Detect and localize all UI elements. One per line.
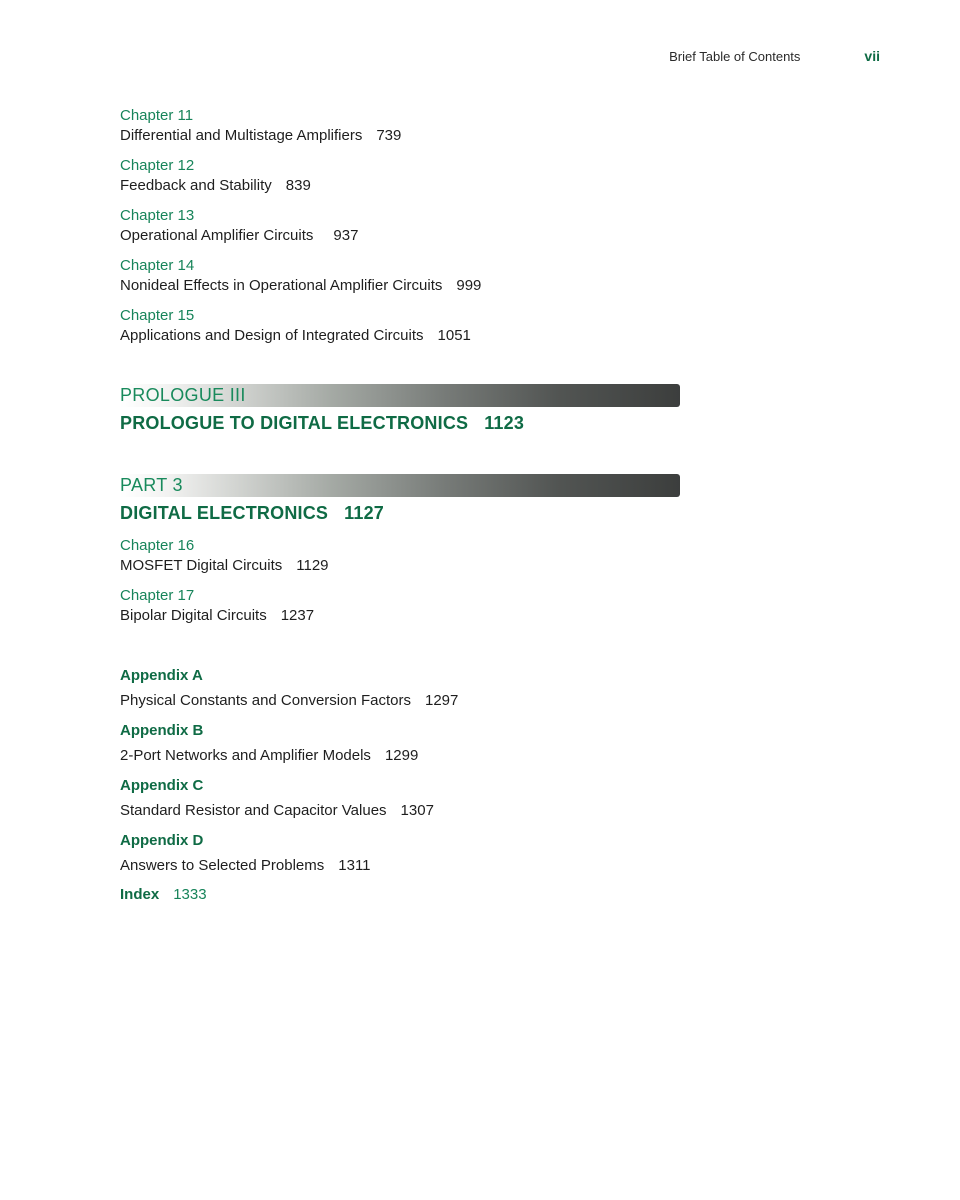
chapter-title: Operational Amplifier Circuits [120, 227, 314, 244]
prologue-title[interactable] [120, 413, 524, 434]
chapter-page: 999 [456, 277, 482, 294]
appendix-title: Physical Constants and Conversion Factors [120, 692, 411, 709]
appendix-title-line [120, 691, 458, 711]
appendix-title: Answers to Selected Problems [120, 857, 325, 874]
appendix-page: 1299 [384, 747, 419, 764]
index-page: 1333 [173, 886, 207, 903]
chapter-page: 1237 [280, 607, 315, 624]
chapter-title-line [120, 276, 481, 296]
chapter-label: Chapter 11 [120, 107, 194, 124]
chapter-label: Chapter 14 [120, 257, 195, 274]
toc-entry-appendix-c[interactable] [120, 776, 434, 821]
chapter-title: Applications and Design of Integrated Circuits [120, 327, 424, 344]
toc-entry-chapter-12[interactable] [120, 156, 311, 196]
appendix-title: 2-Port Networks and Amplifier Models [120, 747, 371, 764]
toc-entry-chapter-14[interactable] [120, 256, 481, 296]
chapter-label: Chapter 13 [120, 207, 195, 224]
appendix-page: 1297 [424, 692, 459, 709]
chapter-label: Chapter 15 [120, 307, 195, 324]
toc-entry-appendix-b[interactable] [120, 721, 418, 766]
appendix-title-line [120, 801, 434, 821]
appendix-label: Appendix D [120, 832, 204, 849]
chapter-title-line [120, 176, 311, 196]
appendix-title-line [120, 746, 418, 766]
toc-entry-chapter-15[interactable] [120, 306, 471, 346]
page-number: vii [864, 48, 880, 64]
appendix-title: Standard Resistor and Capacitor Values [120, 802, 387, 819]
chapter-title-line [120, 556, 329, 576]
chapter-title-line [120, 126, 401, 146]
chapter-page: 1129 [296, 557, 329, 574]
chapter-page: 1051 [437, 327, 471, 344]
part-title[interactable] [120, 503, 384, 524]
appendix-label: Appendix A [120, 667, 203, 684]
chapter-title-line [120, 226, 358, 246]
toc-entry-appendix-a[interactable] [120, 666, 458, 711]
chapter-title: Feedback and Stability [120, 177, 272, 194]
toc-entry-chapter-16[interactable] [120, 536, 329, 576]
running-head [0, 48, 880, 64]
appendix-label: Appendix B [120, 722, 204, 739]
part-banner [120, 474, 680, 497]
appendix-title-line [120, 856, 371, 876]
toc-entry-chapter-11[interactable] [120, 106, 401, 146]
chapter-title: Nonideal Effects in Operational Amplifier Circuits [120, 277, 443, 294]
chapter-title-line [120, 606, 314, 626]
appendix-page: 1307 [400, 802, 434, 819]
part-banner-label: PART 3 [120, 475, 183, 495]
chapter-label: Chapter 16 [120, 537, 195, 554]
chapter-title: Bipolar Digital Circuits [120, 607, 267, 624]
prologue-banner-label: PROLOGUE III [120, 385, 246, 405]
chapter-label: Chapter 12 [120, 157, 195, 174]
chapter-title: Differential and Multistage Amplifiers [120, 127, 363, 144]
part-title-text: DIGITAL ELECTRONICS [120, 503, 329, 523]
prologue-page: 1123 [484, 413, 525, 433]
toc-entry-chapter-17[interactable] [120, 586, 314, 626]
toc-entry-appendix-d[interactable] [120, 831, 371, 876]
chapter-page: 739 [376, 127, 402, 144]
chapter-label: Chapter 17 [120, 587, 195, 604]
appendix-label: Appendix C [120, 777, 204, 794]
chapter-title: MOSFET Digital Circuits [120, 557, 283, 574]
running-title: Brief Table of Contents [669, 49, 801, 64]
prologue-banner [120, 384, 680, 407]
chapter-page: 937 [333, 227, 359, 244]
prologue-title-text: PROLOGUE TO DIGITAL ELECTRONICS [120, 413, 469, 433]
chapter-title-line [120, 326, 471, 346]
toc-entry-chapter-13[interactable] [120, 206, 358, 246]
chapter-page: 839 [285, 177, 311, 194]
appendix-page: 1311 [338, 857, 371, 874]
index-label: Index [120, 886, 160, 903]
part-page: 1127 [344, 503, 384, 523]
toc-entry-index[interactable] [120, 886, 207, 903]
